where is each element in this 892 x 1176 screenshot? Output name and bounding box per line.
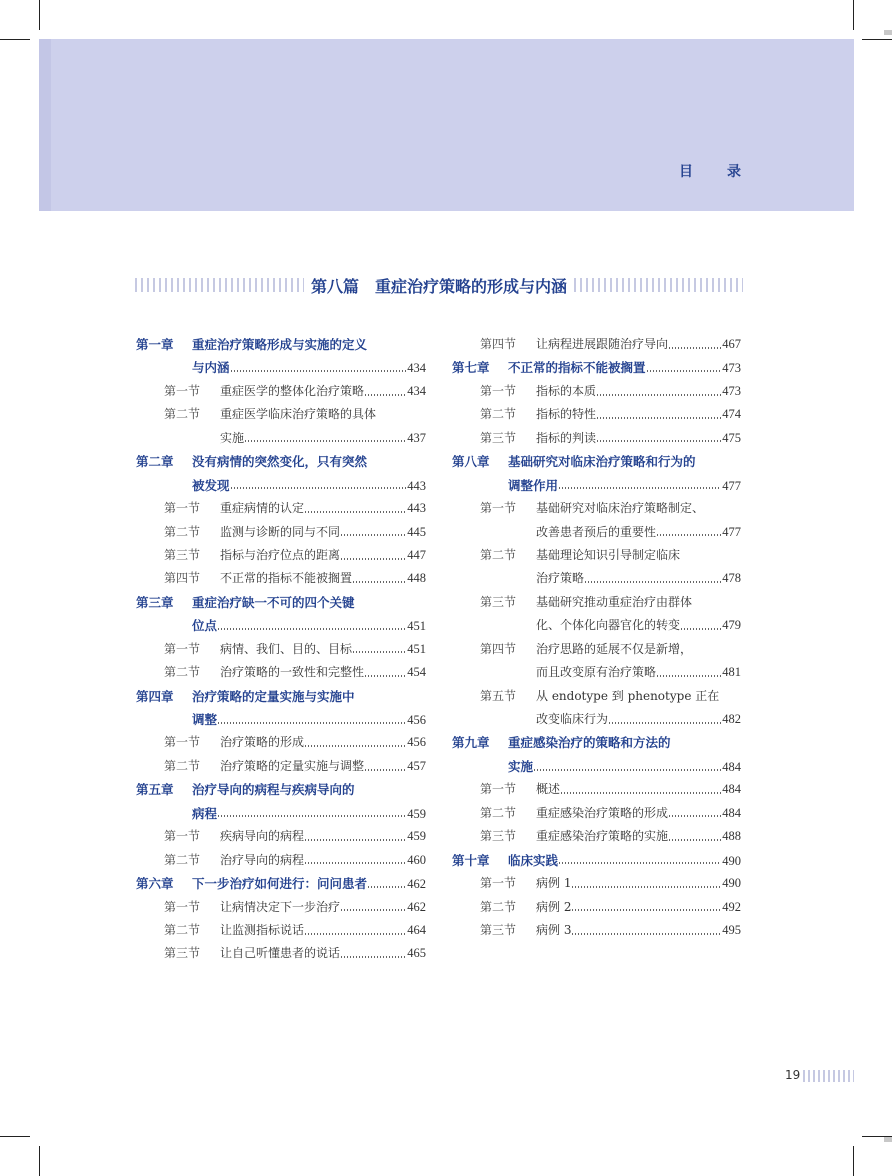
section-title: 基础研究对临床治疗策略制定、	[536, 501, 705, 516]
section-title: 病情、我们、目的、目标	[220, 641, 353, 656]
toc-entry[interactable]	[136, 942, 426, 965]
toc-entry[interactable]	[452, 661, 741, 684]
toc-entry[interactable]	[136, 333, 426, 356]
section-label: 第五节	[480, 688, 517, 703]
page-ref: 457	[407, 758, 426, 773]
page-ref: 481	[722, 665, 741, 680]
leader-dots	[368, 886, 406, 888]
toc-entry[interactable]	[136, 661, 426, 684]
section-title: 治疗导向的病程	[220, 852, 305, 867]
section-label: 第三节	[164, 946, 201, 961]
toc-entry[interactable]	[452, 919, 741, 942]
page-ref: 490	[722, 876, 741, 891]
leader-dots	[572, 933, 721, 935]
section-title: 从 endotype 到 phenotype 正在	[536, 688, 720, 703]
page-ref: 464	[407, 922, 426, 937]
leader-dots	[572, 886, 721, 888]
section-title: 概述	[536, 782, 561, 797]
toc-entry[interactable]	[136, 685, 426, 708]
page-ref: 456	[407, 713, 426, 727]
leader-dots	[305, 511, 406, 513]
page-ref: 465	[407, 946, 426, 961]
section-label: 第二节	[480, 407, 517, 422]
leader-dots	[245, 440, 406, 442]
edge-mark	[884, 30, 892, 35]
toc-entry[interactable]	[452, 380, 741, 403]
leader-dots	[657, 675, 721, 677]
page-ref: 451	[407, 619, 426, 634]
section-title: 重症医学的整体化治疗策略	[220, 383, 365, 398]
page-ref: 488	[722, 829, 741, 844]
leader-dots	[609, 722, 721, 724]
chapter-label: 第九章	[452, 735, 490, 751]
chapter-title: 没有病情的突然变化，只有突然	[192, 454, 368, 470]
toc-entry[interactable]	[136, 497, 426, 520]
section-title: 让自己听懂患者的说话	[220, 946, 341, 961]
leader-dots	[559, 862, 721, 864]
page-ref: 462	[407, 899, 426, 914]
page-ref: 447	[407, 547, 426, 562]
section-title: 治疗策略	[536, 571, 585, 586]
section-title: 基础理论知识引导制定临床	[536, 547, 681, 562]
section-label: 第三节	[480, 594, 517, 609]
section-title: 指标的特性	[536, 407, 597, 422]
toc-entry[interactable]	[452, 872, 741, 895]
chapter-label: 第四章	[136, 688, 174, 704]
chapter-title: 调整	[192, 712, 218, 727]
toc-entry[interactable]	[136, 544, 426, 567]
page-ref: 492	[722, 899, 741, 914]
section-title: 改善患者预后的重要性	[536, 524, 657, 539]
chapter-label: 第一章	[136, 337, 174, 352]
page-ref: 478	[722, 571, 741, 586]
part-title: 第八篇 重症治疗策略的形成与内涵	[311, 276, 568, 296]
section-title: 病例 2	[536, 899, 572, 914]
section-title: 治疗思路的延展不仅是新增，	[536, 641, 693, 656]
decorative-stripes	[135, 278, 304, 292]
section-label: 第二节	[480, 899, 517, 914]
edge-mark	[884, 1137, 892, 1142]
leader-dots	[365, 675, 406, 677]
page-ref: 477	[722, 478, 741, 493]
page-ref: 459	[407, 806, 426, 821]
toc-entry[interactable]	[452, 638, 741, 661]
toc-entry[interactable]	[136, 474, 426, 497]
page-ref: 443	[407, 501, 426, 516]
leader-dots	[561, 792, 721, 794]
section-title: 治疗策略的定量实施与调整	[220, 758, 365, 773]
section-label: 第二节	[480, 805, 517, 820]
toc-entry[interactable]	[136, 521, 426, 544]
page-ref: 462	[407, 877, 426, 892]
decorative-stripes	[803, 1070, 854, 1082]
section-title: 重症医学临床治疗策略的具体	[220, 407, 377, 422]
leader-dots	[305, 933, 406, 935]
toc-entry[interactable]	[136, 427, 426, 450]
section-label: 第四节	[480, 641, 517, 656]
section-title: 重症病情的认定	[220, 501, 305, 516]
page-ref: 454	[407, 665, 426, 680]
section-label: 第二节	[164, 407, 201, 422]
leader-dots	[669, 839, 721, 841]
toc-entry[interactable]	[452, 731, 741, 754]
section-title: 实施	[220, 430, 245, 445]
page-ref: 434	[407, 383, 426, 398]
section-label: 第二节	[164, 852, 201, 867]
section-title: 治疗策略的一致性和完整性	[220, 665, 365, 680]
page-ref: 475	[722, 430, 741, 445]
section-title: 监测与诊断的同与不同	[220, 524, 341, 539]
leader-dots	[305, 745, 406, 747]
toc-entry[interactable]	[136, 825, 426, 848]
leader-dots	[218, 815, 406, 817]
toc-entry[interactable]	[452, 755, 741, 778]
section-title: 重症感染治疗策略的形成	[536, 805, 669, 820]
toc-entry[interactable]	[452, 849, 741, 872]
page-ref: 484	[722, 782, 741, 797]
page-ref: 437	[407, 430, 426, 445]
toc-entry[interactable]	[136, 708, 426, 731]
leader-dots	[218, 628, 406, 630]
page-ref: 495	[722, 922, 741, 937]
section-title: 不正常的指标不能被搁置	[220, 571, 353, 586]
page-ref: 484	[722, 805, 741, 820]
page-ref: 445	[407, 524, 426, 539]
toc-entry[interactable]	[136, 567, 426, 590]
toc-entry[interactable]	[136, 356, 426, 379]
section-title: 指标的判读	[536, 430, 597, 445]
leader-dots	[231, 370, 407, 372]
chapter-title: 重症治疗策略形成与实施的定义	[192, 337, 368, 352]
leader-dots	[669, 347, 721, 349]
section-label: 第一节	[480, 501, 517, 516]
leader-dots	[305, 839, 406, 841]
leader-dots	[647, 370, 722, 372]
page-ref: 474	[722, 407, 741, 422]
chapter-title: 实施	[508, 758, 534, 774]
page-ref: 479	[722, 618, 741, 633]
chapter-title: 重症治疗缺一不可的四个关键	[192, 594, 355, 610]
toc-entry[interactable]	[136, 614, 426, 637]
toc-column-right	[452, 333, 741, 942]
toc-entry[interactable]	[136, 591, 426, 614]
section-title: 化、个体化向器官化的转变	[536, 618, 681, 633]
chapter-label: 第三章	[136, 594, 174, 610]
chapter-title: 调整作用	[508, 477, 559, 493]
toc-entry[interactable]	[452, 497, 741, 520]
page-ref: 448	[407, 571, 426, 586]
section-label: 第三节	[164, 547, 201, 562]
section-label: 第三节	[480, 430, 517, 445]
page-ref: 490	[722, 853, 741, 868]
chapter-title: 病程	[192, 805, 218, 821]
toc-entry[interactable]	[452, 685, 741, 708]
page-ref: 459	[407, 829, 426, 844]
chapter-title: 重症感染治疗的策略和方法的	[508, 735, 671, 751]
chapter-label: 第七章	[452, 360, 490, 376]
section-label: 第一节	[480, 383, 517, 398]
toc-entry[interactable]	[452, 591, 741, 614]
page-ref: 451	[407, 641, 426, 656]
decorative-stripes	[574, 278, 743, 292]
chapter-label: 第十章	[452, 852, 490, 868]
chapter-label: 第二章	[136, 454, 174, 470]
chapter-title: 临床实践	[508, 852, 559, 868]
toc-entry[interactable]	[136, 896, 426, 919]
toc-entry[interactable]	[136, 919, 426, 942]
leader-dots	[341, 558, 406, 560]
leader-dots	[305, 862, 406, 864]
page-ref: 482	[722, 712, 741, 726]
toc-column-left	[136, 333, 426, 966]
toc-entry[interactable]	[136, 638, 426, 661]
toc-entry[interactable]	[452, 778, 741, 801]
section-label: 第二节	[164, 665, 201, 680]
section-title: 指标与治疗位点的距离	[220, 547, 341, 562]
header-band	[39, 39, 854, 211]
leader-dots	[341, 909, 406, 911]
section-label: 第一节	[480, 782, 517, 797]
chapter-label: 第八章	[452, 454, 490, 470]
chapter-title: 基础研究对临床治疗策略和行为的	[508, 454, 696, 470]
toc-entry[interactable]	[136, 849, 426, 872]
section-label: 第一节	[164, 735, 201, 750]
toc-entry[interactable]	[136, 755, 426, 778]
toc-entry[interactable]	[452, 567, 741, 590]
section-title: 治疗策略的形成	[220, 735, 305, 750]
section-label: 第二节	[164, 524, 201, 539]
section-label: 第一节	[164, 829, 201, 844]
leader-dots	[365, 769, 406, 771]
page-ref: 473	[722, 361, 741, 376]
leader-dots	[559, 487, 721, 489]
page-ref: 477	[722, 524, 741, 539]
section-title: 病例 1	[536, 876, 572, 891]
section-title: 让病情决定下一步治疗	[220, 899, 341, 914]
leader-dots	[681, 628, 721, 630]
leader-dots	[585, 581, 721, 583]
leader-dots	[218, 722, 406, 724]
chapter-title: 被发现	[192, 477, 230, 493]
toc-entry[interactable]	[452, 708, 741, 731]
section-title: 基础研究推动重症治疗由群体	[536, 594, 693, 609]
toc-entry[interactable]	[136, 802, 426, 825]
leader-dots	[534, 769, 721, 771]
leader-dots	[353, 651, 406, 653]
page-ref: 467	[722, 337, 741, 351]
page-ref: 443	[407, 478, 426, 493]
toc-entry[interactable]	[452, 474, 741, 497]
leader-dots	[353, 581, 406, 583]
toc-entry[interactable]	[452, 333, 741, 356]
toc-entry[interactable]	[452, 403, 741, 426]
part-heading	[135, 272, 743, 298]
toc-entry[interactable]	[136, 731, 426, 754]
toc-entry[interactable]	[452, 896, 741, 919]
page-ref: 473	[722, 383, 741, 398]
section-label: 第三节	[480, 922, 517, 937]
section-title: 指标的本质	[536, 383, 597, 398]
toc-entry[interactable]	[452, 427, 741, 450]
leader-dots	[572, 909, 721, 911]
section-label: 第三节	[480, 829, 517, 844]
toc-entry[interactable]	[452, 450, 741, 473]
section-label: 第一节	[164, 501, 201, 516]
leader-dots	[365, 394, 406, 396]
section-title: 改变临床行为	[536, 712, 609, 726]
section-label: 第四节	[480, 337, 517, 351]
toc-entry[interactable]	[136, 450, 426, 473]
page-ref: 460	[407, 852, 426, 867]
leader-dots	[657, 534, 721, 536]
toc-entry[interactable]	[136, 380, 426, 403]
page-ref: 456	[407, 735, 426, 750]
section-label: 第四节	[164, 571, 201, 586]
chapter-title: 下一步治疗如何进行：问问患者	[192, 876, 368, 892]
chapter-title: 治疗导向的病程与疾病导向的	[192, 782, 355, 798]
toc-entry[interactable]	[136, 778, 426, 801]
leader-dots	[231, 487, 407, 489]
toc-entry[interactable]	[452, 521, 741, 544]
page-number: 19	[785, 1068, 801, 1082]
section-label: 第一节	[164, 383, 201, 398]
chapter-title: 位点	[192, 618, 218, 634]
toc-entry[interactable]	[452, 614, 741, 637]
toc-entry[interactable]	[452, 544, 741, 567]
leader-dots	[669, 815, 721, 817]
section-title: 病例 3	[536, 922, 572, 937]
section-title: 疾病导向的病程	[220, 829, 305, 844]
page-title: 目录	[679, 164, 775, 180]
section-label: 第一节	[164, 641, 201, 656]
chapter-title: 与内涵	[192, 360, 230, 376]
toc-entry[interactable]	[136, 403, 426, 426]
page-ref: 434	[407, 361, 426, 376]
section-title: 重症感染治疗策略的实施	[536, 829, 669, 844]
chapter-label: 第六章	[136, 876, 174, 892]
toc-entry[interactable]	[452, 802, 741, 825]
toc-entry[interactable]	[452, 825, 741, 848]
toc-entry[interactable]	[136, 872, 426, 895]
section-title: 让病程进展跟随治疗导向	[536, 337, 669, 351]
toc-entry[interactable]	[452, 356, 741, 379]
leader-dots	[341, 534, 406, 536]
chapter-title: 不正常的指标不能被搁置	[508, 360, 646, 376]
section-title: 让监测指标说话	[220, 922, 305, 937]
section-label: 第一节	[480, 876, 517, 891]
leader-dots	[597, 417, 721, 419]
section-title: 而且改变原有治疗策略	[536, 665, 657, 680]
leader-dots	[597, 394, 721, 396]
chapter-label: 第五章	[136, 782, 174, 798]
section-label: 第二节	[164, 922, 201, 937]
leader-dots	[597, 440, 721, 442]
section-label: 第一节	[164, 899, 201, 914]
chapter-title: 治疗策略的定量实施与实施中	[192, 688, 355, 704]
section-label: 第二节	[480, 547, 517, 562]
section-label: 第二节	[164, 758, 201, 773]
page-ref: 484	[722, 759, 741, 774]
leader-dots	[341, 956, 406, 958]
